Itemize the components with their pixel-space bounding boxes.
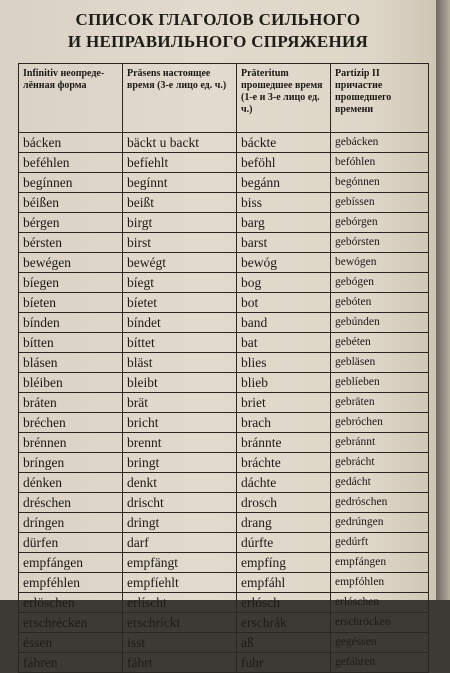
cell-praeteritum: fuhr xyxy=(237,653,331,673)
table-row xyxy=(19,473,429,493)
cell-partizip: gebéten xyxy=(331,333,429,353)
cell-praesens: brät xyxy=(123,393,237,413)
cell-praeteritum: báckte xyxy=(237,133,331,153)
cell-praesens: empfängt xyxy=(123,553,237,573)
table-row xyxy=(19,493,429,513)
header-partizip: Partizip II причастие прошедшего времени xyxy=(331,64,429,133)
cell-infinitiv: bíeten xyxy=(19,293,123,313)
verb-table xyxy=(18,63,429,673)
cell-praesens: denkt xyxy=(123,473,237,493)
cell-praeteritum: dúrfte xyxy=(237,533,331,553)
cell-partizip: gebácken xyxy=(331,133,429,153)
table-row xyxy=(19,573,429,593)
cell-infinitiv: erlöschen xyxy=(19,593,123,613)
cell-partizip: gebógen xyxy=(331,273,429,293)
cell-praeteritum: dáchte xyxy=(237,473,331,493)
cell-partizip: befóhlen xyxy=(331,153,429,173)
cell-infinitiv: dénken xyxy=(19,473,123,493)
cell-praeteritum: bewóg xyxy=(237,253,331,273)
page-title-line-1: СПИСОК ГЛАГОЛОВ СИЛЬНОГО xyxy=(75,10,361,29)
cell-infinitiv: bráten xyxy=(19,393,123,413)
cell-praesens: erlíscht xyxy=(123,593,237,613)
cell-praeteritum: bog xyxy=(237,273,331,293)
cell-infinitiv: bléiben xyxy=(19,373,123,393)
cell-infinitiv: bácken xyxy=(19,133,123,153)
cell-infinitiv: dréschen xyxy=(19,493,123,513)
cell-praesens: bíttet xyxy=(123,333,237,353)
table-row xyxy=(19,513,429,533)
cell-praesens: empfíehlt xyxy=(123,573,237,593)
cell-praeteritum: blies xyxy=(237,353,331,373)
table-row xyxy=(19,273,429,293)
cell-partizip: gebórsten xyxy=(331,233,429,253)
cell-partizip: gedróschen xyxy=(331,493,429,513)
table-row xyxy=(19,373,429,393)
table-row xyxy=(19,213,429,233)
cell-partizip: gefáhren xyxy=(331,653,429,673)
cell-partizip: gebróchen xyxy=(331,413,429,433)
cell-praeteritum: empfáhl xyxy=(237,573,331,593)
cell-partizip: gegéssen xyxy=(331,633,429,653)
cell-infinitiv: bítten xyxy=(19,333,123,353)
cell-praeteritum: blieb xyxy=(237,373,331,393)
cell-praesens: bringt xyxy=(123,453,237,473)
cell-partizip: gebórgen xyxy=(331,213,429,233)
cell-partizip: gebläsen xyxy=(331,353,429,373)
table-row xyxy=(19,593,429,613)
table-body xyxy=(19,133,429,673)
cell-praeteritum: barg xyxy=(237,213,331,233)
table-row xyxy=(19,533,429,553)
cell-praesens: bíetet xyxy=(123,293,237,313)
cell-infinitiv: bréchen xyxy=(19,413,123,433)
table-row xyxy=(19,393,429,413)
cell-praeteritum: brach xyxy=(237,413,331,433)
table-row xyxy=(19,653,429,673)
table-row xyxy=(19,153,429,173)
cell-partizip: gedúrft xyxy=(331,533,429,553)
cell-praeteritum: begánn xyxy=(237,173,331,193)
cell-infinitiv: bewégen xyxy=(19,253,123,273)
table-row xyxy=(19,633,429,653)
cell-praesens: beißt xyxy=(123,193,237,213)
cell-praeteritum: aß xyxy=(237,633,331,653)
cell-infinitiv: empfángen xyxy=(19,553,123,573)
cell-infinitiv: bérgen xyxy=(19,213,123,233)
cell-praesens: bewégt xyxy=(123,253,237,273)
cell-praeteritum: beföhl xyxy=(237,153,331,173)
cell-infinitiv: fáhren xyxy=(19,653,123,673)
cell-infinitiv: beféhlen xyxy=(19,153,123,173)
cell-praesens: begínnt xyxy=(123,173,237,193)
table-row xyxy=(19,133,429,153)
cell-praesens: erschríckt xyxy=(123,613,237,633)
header-praesens: Präsens настоящее время (3-е лицо ед. ч.) xyxy=(123,64,237,133)
table-row xyxy=(19,613,429,633)
cell-praesens: bíndet xyxy=(123,313,237,333)
table-row xyxy=(19,233,429,253)
cell-infinitiv: bínden xyxy=(19,313,123,333)
cell-praesens: bäckt u backt xyxy=(123,133,237,153)
cell-praeteritum: empfíng xyxy=(237,553,331,573)
table-row xyxy=(19,353,429,373)
cell-infinitiv: béißen xyxy=(19,193,123,213)
cell-praesens: befíehlt xyxy=(123,153,237,173)
cell-partizip: erschrócken xyxy=(331,613,429,633)
cell-praeteritum: bráchte xyxy=(237,453,331,473)
table-row xyxy=(19,453,429,473)
table-row xyxy=(19,433,429,453)
header-praeteritum: Präteritum прошедшее время (1-е и 3-е лицо ед. ч.) xyxy=(237,64,331,133)
cell-praesens: birgt xyxy=(123,213,237,233)
table-row xyxy=(19,313,429,333)
cell-partizip: gebíssen xyxy=(331,193,429,213)
cell-praeteritum: erschrák xyxy=(237,613,331,633)
cell-praeteritum: drosch xyxy=(237,493,331,513)
cell-praeteritum: barst xyxy=(237,233,331,253)
cell-partizip: gebúnden xyxy=(331,313,429,333)
table-row xyxy=(19,253,429,273)
table-row xyxy=(19,413,429,433)
cell-partizip: empfángen xyxy=(331,553,429,573)
cell-praeteritum: drang xyxy=(237,513,331,533)
cell-praeteritum: briet xyxy=(237,393,331,413)
cell-infinitiv: dríngen xyxy=(19,513,123,533)
cell-praeteritum: bat xyxy=(237,333,331,353)
cell-praesens: bíegt xyxy=(123,273,237,293)
cell-praesens: dringt xyxy=(123,513,237,533)
cell-praesens: fährt xyxy=(123,653,237,673)
table-row xyxy=(19,553,429,573)
cell-partizip: erlóschen xyxy=(331,593,429,613)
table-row xyxy=(19,193,429,213)
cell-partizip: gebránnt xyxy=(331,433,429,453)
cell-partizip: gedácht xyxy=(331,473,429,493)
cell-infinitiv: bíegen xyxy=(19,273,123,293)
table-row xyxy=(19,333,429,353)
cell-infinitiv: blásen xyxy=(19,353,123,373)
cell-infinitiv: erschrécken xyxy=(19,613,123,633)
cell-partizip: bewógen xyxy=(331,253,429,273)
cell-praeteritum: band xyxy=(237,313,331,333)
cell-infinitiv: bérsten xyxy=(19,233,123,253)
cell-infinitiv: begínnen xyxy=(19,173,123,193)
cell-praesens: drischt xyxy=(123,493,237,513)
table-header-row xyxy=(19,64,429,133)
book-gutter xyxy=(436,0,450,600)
cell-praesens: bläst xyxy=(123,353,237,373)
cell-partizip: gebóten xyxy=(331,293,429,313)
header-infinitiv: Infinitiv неопреде-лённая форма xyxy=(19,64,123,133)
cell-partizip: empfóhlen xyxy=(331,573,429,593)
cell-infinitiv: bríngen xyxy=(19,453,123,473)
cell-infinitiv: dürfen xyxy=(19,533,123,553)
cell-partizip: begónnen xyxy=(331,173,429,193)
cell-partizip: gebräten xyxy=(331,393,429,413)
cell-partizip: geblíeben xyxy=(331,373,429,393)
cell-praeteritum: bot xyxy=(237,293,331,313)
cell-infinitiv: brénnen xyxy=(19,433,123,453)
cell-praesens: isst xyxy=(123,633,237,653)
cell-infinitiv: éssen xyxy=(19,633,123,653)
cell-praesens: brennt xyxy=(123,433,237,453)
table-row xyxy=(19,173,429,193)
cell-infinitiv: empféhlen xyxy=(19,573,123,593)
cell-praesens: bleibt xyxy=(123,373,237,393)
page-title-line-2: И НЕПРАВИЛЬНОГО СПРЯЖЕНИЯ xyxy=(67,32,369,51)
cell-praeteritum: bránnte xyxy=(237,433,331,453)
cell-praeteritum: erlósch xyxy=(237,593,331,613)
cell-partizip: gebrácht xyxy=(331,453,429,473)
cell-praesens: birst xyxy=(123,233,237,253)
cell-praeteritum: biss xyxy=(237,193,331,213)
cell-praesens: darf xyxy=(123,533,237,553)
cell-partizip: gedrúngen xyxy=(331,513,429,533)
cell-praesens: bricht xyxy=(123,413,237,433)
table-row xyxy=(19,293,429,313)
